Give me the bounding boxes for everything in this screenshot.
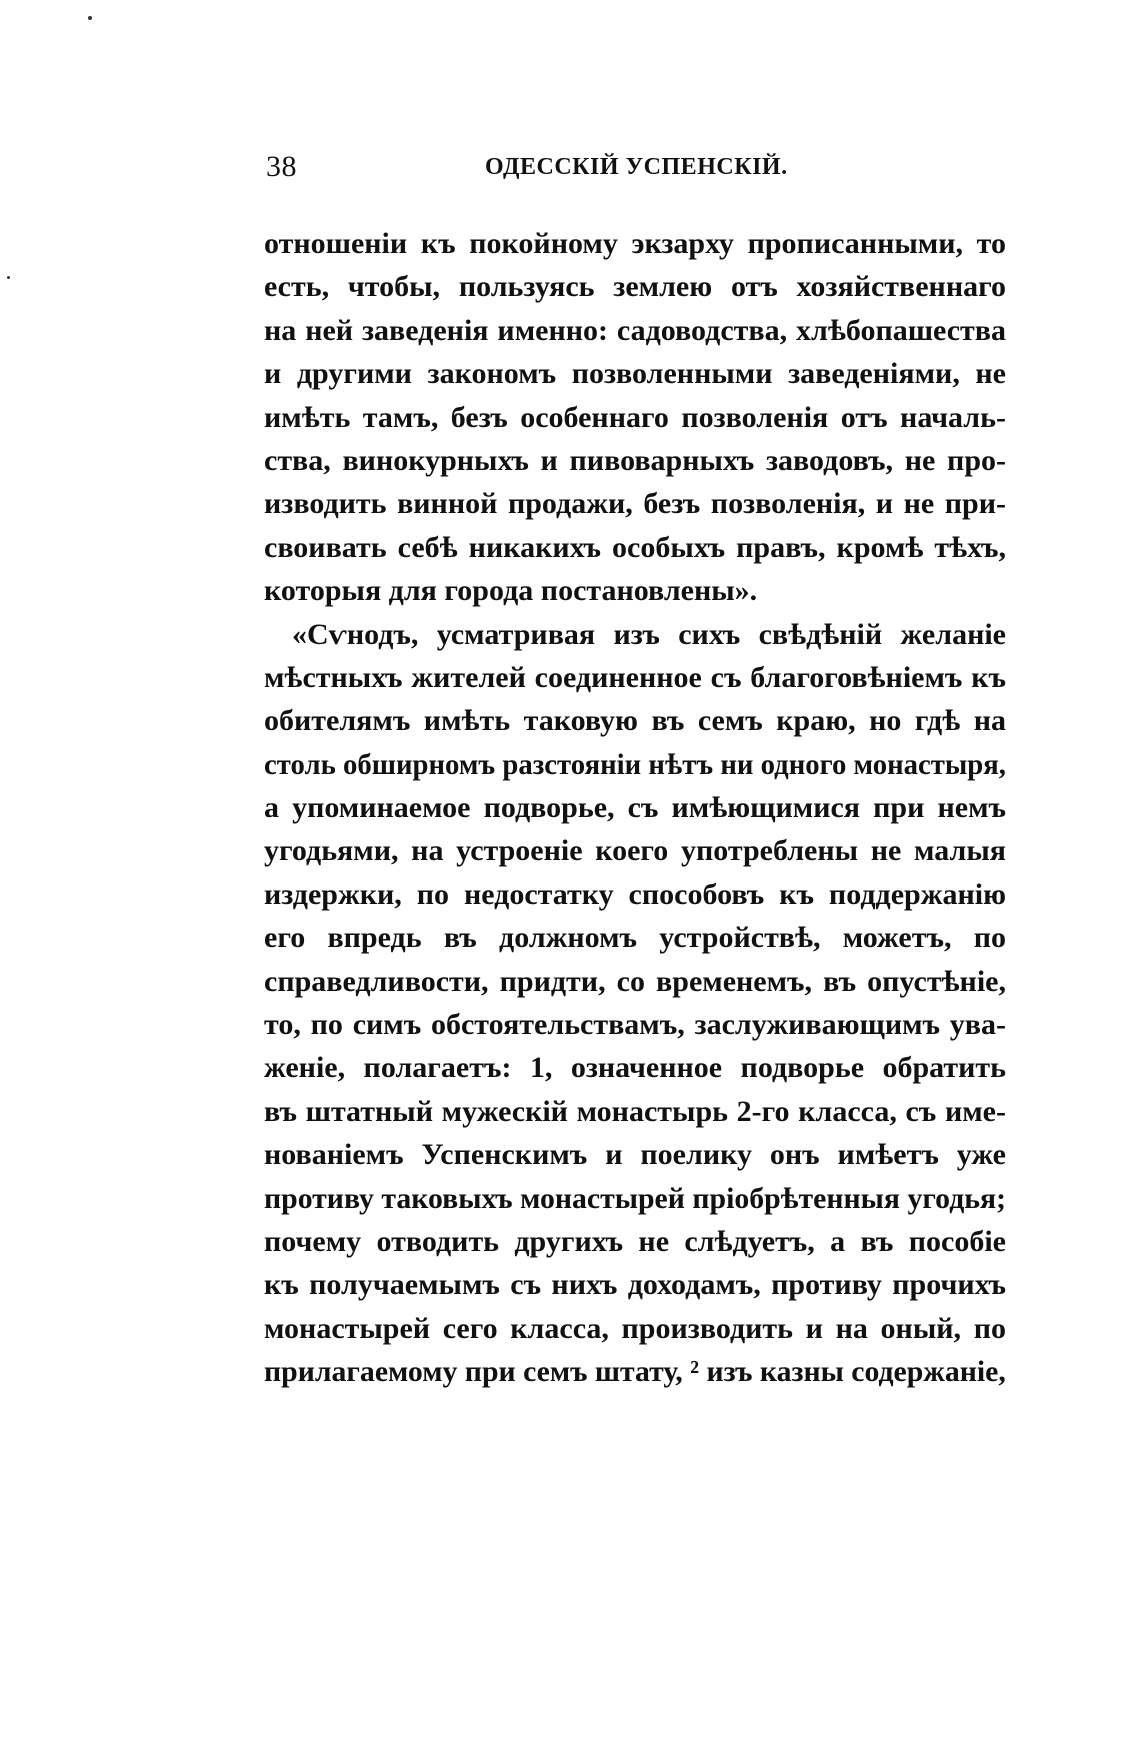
text-line: которыя для города постановлены». bbox=[264, 574, 758, 608]
text-line: противу таковыхъ монастырей пріобрѣтенныя угодья; bbox=[264, 1181, 1007, 1215]
text-line: есть, чтобы, пользуясь землею отъ хозяйственнаго bbox=[264, 270, 1006, 304]
text-line: своивать себѣ никакихъ особыхъ правъ, кромѣ тѣхъ, bbox=[264, 530, 1006, 564]
running-title: ОДЕССКІЙ УСПЕНСКІЙ. bbox=[485, 154, 788, 180]
text-line: его впредь въ должномъ устройствѣ, можетъ, по bbox=[264, 921, 1006, 955]
paragraph-1 bbox=[264, 222, 1006, 613]
text-line: то, по симъ обстоятельствамъ, заслуживающимъ ува- bbox=[264, 1008, 1006, 1042]
text-line: женіе, полагаетъ: 1, означенное подворье обратить bbox=[264, 1051, 1006, 1085]
text-line: угодьями, на устроеніе коего употреблены не малыя bbox=[264, 834, 1006, 868]
page-number: 38 bbox=[266, 150, 297, 183]
text-line: справедливости, придти, со временемъ, въ опустѣніе, bbox=[264, 964, 1006, 998]
scan-speck bbox=[7, 276, 10, 279]
text-line: ства, винокурныхъ и пивоварныхъ заводовъ, не про- bbox=[264, 443, 1006, 477]
running-head bbox=[266, 150, 1006, 190]
text-line: издержки, по недостатку способовъ къ поддержанію bbox=[264, 877, 1006, 911]
text-line: «Сѵнодъ, усматривая изъ сихъ свѣдѣній желаніе bbox=[292, 617, 1006, 651]
text-line: имѣть тамъ, безъ особеннаго позволенія отъ началь- bbox=[264, 400, 1006, 434]
text-line: обителямъ имѣть таковую въ семъ краю, но гдѣ на bbox=[264, 704, 1006, 738]
text-line: къ получаемымъ съ нихъ доходамъ, противу прочихъ bbox=[264, 1268, 1006, 1302]
text-line: отношеніи къ покойному экзарху прописанными, то bbox=[264, 227, 1006, 260]
text-line: прилагаемому при семъ штату, ² изъ казны содержаніе, bbox=[264, 1355, 1006, 1389]
text-line: изводить винной продажи, безъ позволенія, и не при- bbox=[264, 487, 1006, 521]
body-text bbox=[264, 222, 1006, 1394]
text-line: на ней заведенія именно: садоводства, хлѣбопашества bbox=[264, 313, 1006, 347]
text-line: а упоминаемое подворье, съ имѣющимися при немъ bbox=[264, 791, 1006, 825]
scan-speck bbox=[88, 16, 92, 20]
text-line: въ штатный мужескій монастырь 2-го класса, съ име- bbox=[264, 1094, 1006, 1128]
text-line: мѣстныхъ жителей соединенное съ благоговѣніемъ къ bbox=[264, 660, 1006, 694]
text-line: столь обширномъ разстояніи нѣтъ ни одного монастыря, bbox=[264, 747, 1006, 781]
text-line: почему отводить другихъ не слѣдуетъ, а въ пособіе bbox=[264, 1224, 1006, 1258]
text-line: монастырей сего класса, производить и на оный, по bbox=[264, 1311, 1006, 1345]
text-line: и другими закономъ позволенными заведеніями, не bbox=[264, 357, 1006, 391]
paragraph-2 bbox=[264, 613, 1006, 1394]
text-line: нованіемъ Успенскимъ и поелику онъ имѣетъ уже bbox=[264, 1138, 1006, 1172]
